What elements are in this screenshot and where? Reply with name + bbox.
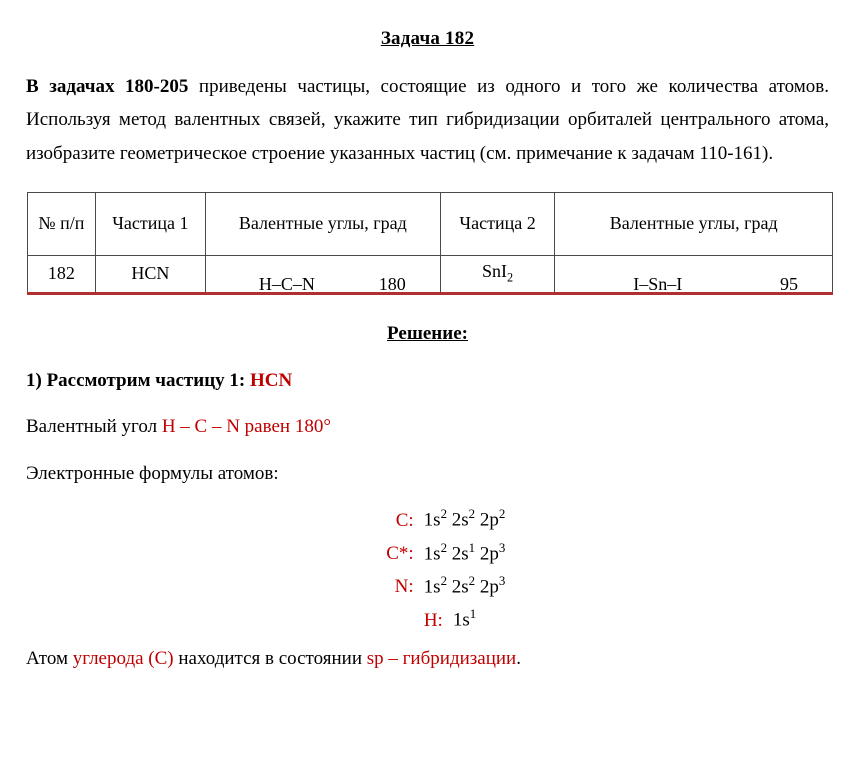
particle2-main: SnI (482, 261, 508, 282)
angle-line-value: H – C – N равен 180° (161, 416, 331, 438)
cell-angles2 (555, 255, 833, 293)
intro-bold-range: В задачах 180-205 (26, 76, 189, 97)
particles-table (27, 192, 833, 295)
cell-particle2 (440, 255, 555, 293)
config-carbon-value (424, 506, 506, 531)
cx-2p-sup: 3 (498, 539, 506, 555)
config-hydrogen-value (453, 606, 476, 631)
config-carbon-excited-value (424, 540, 506, 565)
conclusion-part3: . (516, 647, 521, 669)
header-particle1: Частица 1 (95, 192, 205, 255)
intro-text: приведены частицы, состоящие из одного и того же количества атомов. Используя метод валентных связей, укажите тип гибридизации орбиталей центрального атома, изобразите геометрическое строение указанных частиц (см. примечание к задачам 110-161). (26, 76, 830, 164)
config-carbon (26, 506, 829, 531)
table-row (28, 255, 833, 293)
c-1s-sup: 2 (440, 506, 448, 522)
cx-2s-sup: 1 (468, 539, 476, 555)
cell-particle1: HCN (95, 255, 205, 293)
config-nitrogen-label: N: (394, 576, 414, 598)
page-title: Задача 182 (380, 28, 475, 49)
h-1s-sup: 1 (469, 606, 477, 622)
step1-particle: HCN (249, 369, 293, 391)
n-2s-sup: 2 (468, 572, 476, 588)
cx-1s: 1s (423, 542, 441, 564)
cx-2p: 2p (475, 542, 499, 564)
config-carbon-label: C: (395, 509, 414, 531)
step1-line (26, 367, 829, 396)
n-2p: 2p (475, 576, 499, 598)
cx-2s: 2s (447, 542, 469, 564)
cell-no: 182 (28, 255, 96, 293)
angle-line (26, 413, 829, 442)
conclusion-hybridization: sp – гибридизации (366, 647, 517, 669)
config-nitrogen-value (424, 573, 506, 598)
n-2s: 2s (447, 576, 469, 598)
conclusion-line (26, 648, 829, 670)
config-hydrogen (26, 606, 829, 631)
c-2p: 2p (475, 509, 499, 531)
header-angles1: Валентные углы, град (205, 192, 440, 255)
formulas-label: Электронные формулы атомов: (26, 462, 279, 484)
angle1-formula: H–C–N (258, 273, 315, 294)
solution-title: Решение: (387, 322, 468, 344)
n-1s-sup: 2 (440, 572, 448, 588)
config-hydrogen-label: H: (423, 609, 443, 631)
n-2p-sup: 3 (498, 572, 506, 588)
angle2-formula: I–Sn–I (633, 273, 683, 294)
conclusion-atom: углерода (C) (72, 647, 174, 669)
cell-angles1 (205, 255, 440, 293)
header-particle2: Частица 2 (440, 192, 555, 255)
table-header-row (28, 192, 833, 255)
config-nitrogen (26, 573, 829, 598)
angle1-value: 180 (378, 273, 406, 294)
n-1s: 1s (423, 576, 441, 598)
header-angles2: Валентные углы, град (555, 192, 833, 255)
config-carbon-excited-label: C*: (386, 542, 414, 564)
particle2-subscript: 2 (507, 271, 514, 286)
c-2p-sup: 2 (498, 506, 506, 522)
angle-line-prefix: Валентный угол (26, 416, 162, 438)
h-1s: 1s (452, 609, 470, 631)
c-2s-sup: 2 (468, 506, 476, 522)
conclusion-part1: Атом (26, 647, 73, 669)
c-2s: 2s (447, 509, 469, 531)
cx-1s-sup: 2 (440, 539, 448, 555)
angle2-value: 95 (780, 273, 798, 294)
step1-label: 1) Рассмотрим частицу 1: (26, 369, 250, 391)
header-no: № п/п (28, 192, 96, 255)
conclusion-part2: находится в состоянии (173, 647, 367, 669)
c-1s: 1s (423, 509, 441, 531)
config-carbon-excited (26, 540, 829, 565)
intro-paragraph (26, 70, 829, 170)
